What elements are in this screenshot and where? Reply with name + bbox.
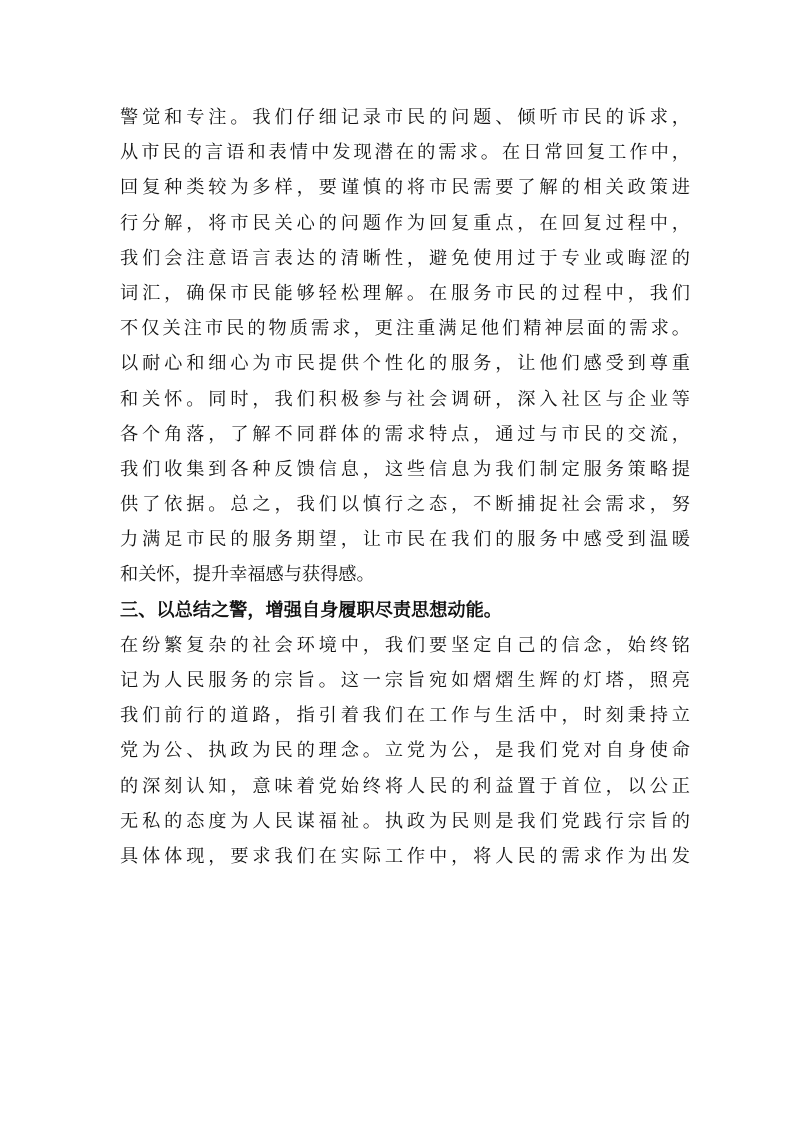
text-line: 供了依据。总之，我们以慎行之态，不断捕捉社会需求，努 [120, 494, 690, 516]
text-line: 力满足市民的服务期望，让市民在我们的服务中感受到温暖 [120, 529, 690, 551]
text-line: 以耐心和细心为市民提供个性化的服务，让他们感受到尊重 [120, 353, 690, 375]
body-text [120, 100, 690, 874]
text-line: 记为人民服务的宗旨。这一宗旨宛如熠熠生辉的灯塔，照亮 [120, 670, 690, 691]
text-line: 和关怀。同时，我们积极参与社会调研，深入社区与企业等 [120, 388, 690, 410]
paragraph-end-line: 和关怀，提升幸福感与获得感。 [120, 564, 375, 586]
text-line: 从市民的言语和表情中发现潜在的需求。在日常回复工作中， [120, 142, 690, 164]
text-line: 在纷繁复杂的社会环境中，我们要坚定自己的信念，始终铭 [120, 634, 690, 656]
text-line: 我们收集到各种反馈信息，这些信息为我们制定服务策略提 [120, 458, 690, 480]
text-line: 回复种类较为多样，要谨慎的将市民需要了解的相关政策进 [120, 177, 690, 199]
text-line: 词汇，确保市民能够轻松理解。在服务市民的过程中，我们 [120, 282, 690, 304]
text-line: 无私的态度为人民谋福祉。执政为民则是我们党践行宗旨的 [120, 810, 690, 832]
text-line: 不仅关注市民的物质需求，更注重满足他们精神层面的需求。 [120, 318, 690, 340]
text-line: 警觉和专注。我们仔细记录市民的问题、倾听市民的诉求， [120, 107, 690, 128]
text-line: 行分解，将市民关心的问题作为回复重点，在回复过程中， [120, 212, 690, 234]
text-line: 我们前行的道路，指引着我们在工作与生活中，时刻秉持立 [120, 705, 690, 727]
text-line: 各个角落，了解不同群体的需求特点，通过与市民的交流， [120, 423, 690, 445]
section-heading: 三、以总结之警，增强自身履职尽责思想动能。 [120, 599, 502, 621]
text-line: 的深刻认知，意味着党始终将人民的利益置于首位，以公正 [120, 775, 690, 797]
text-line: 我们会注意语言表达的清晰性，避免使用过于专业或晦涩的 [120, 247, 690, 269]
text-line: 具体体现，要求我们在实际工作中，将人民的需求作为出发 [120, 845, 690, 867]
text-line: 党为公、执政为民的理念。立党为公，是我们党对自身使命 [120, 740, 690, 762]
